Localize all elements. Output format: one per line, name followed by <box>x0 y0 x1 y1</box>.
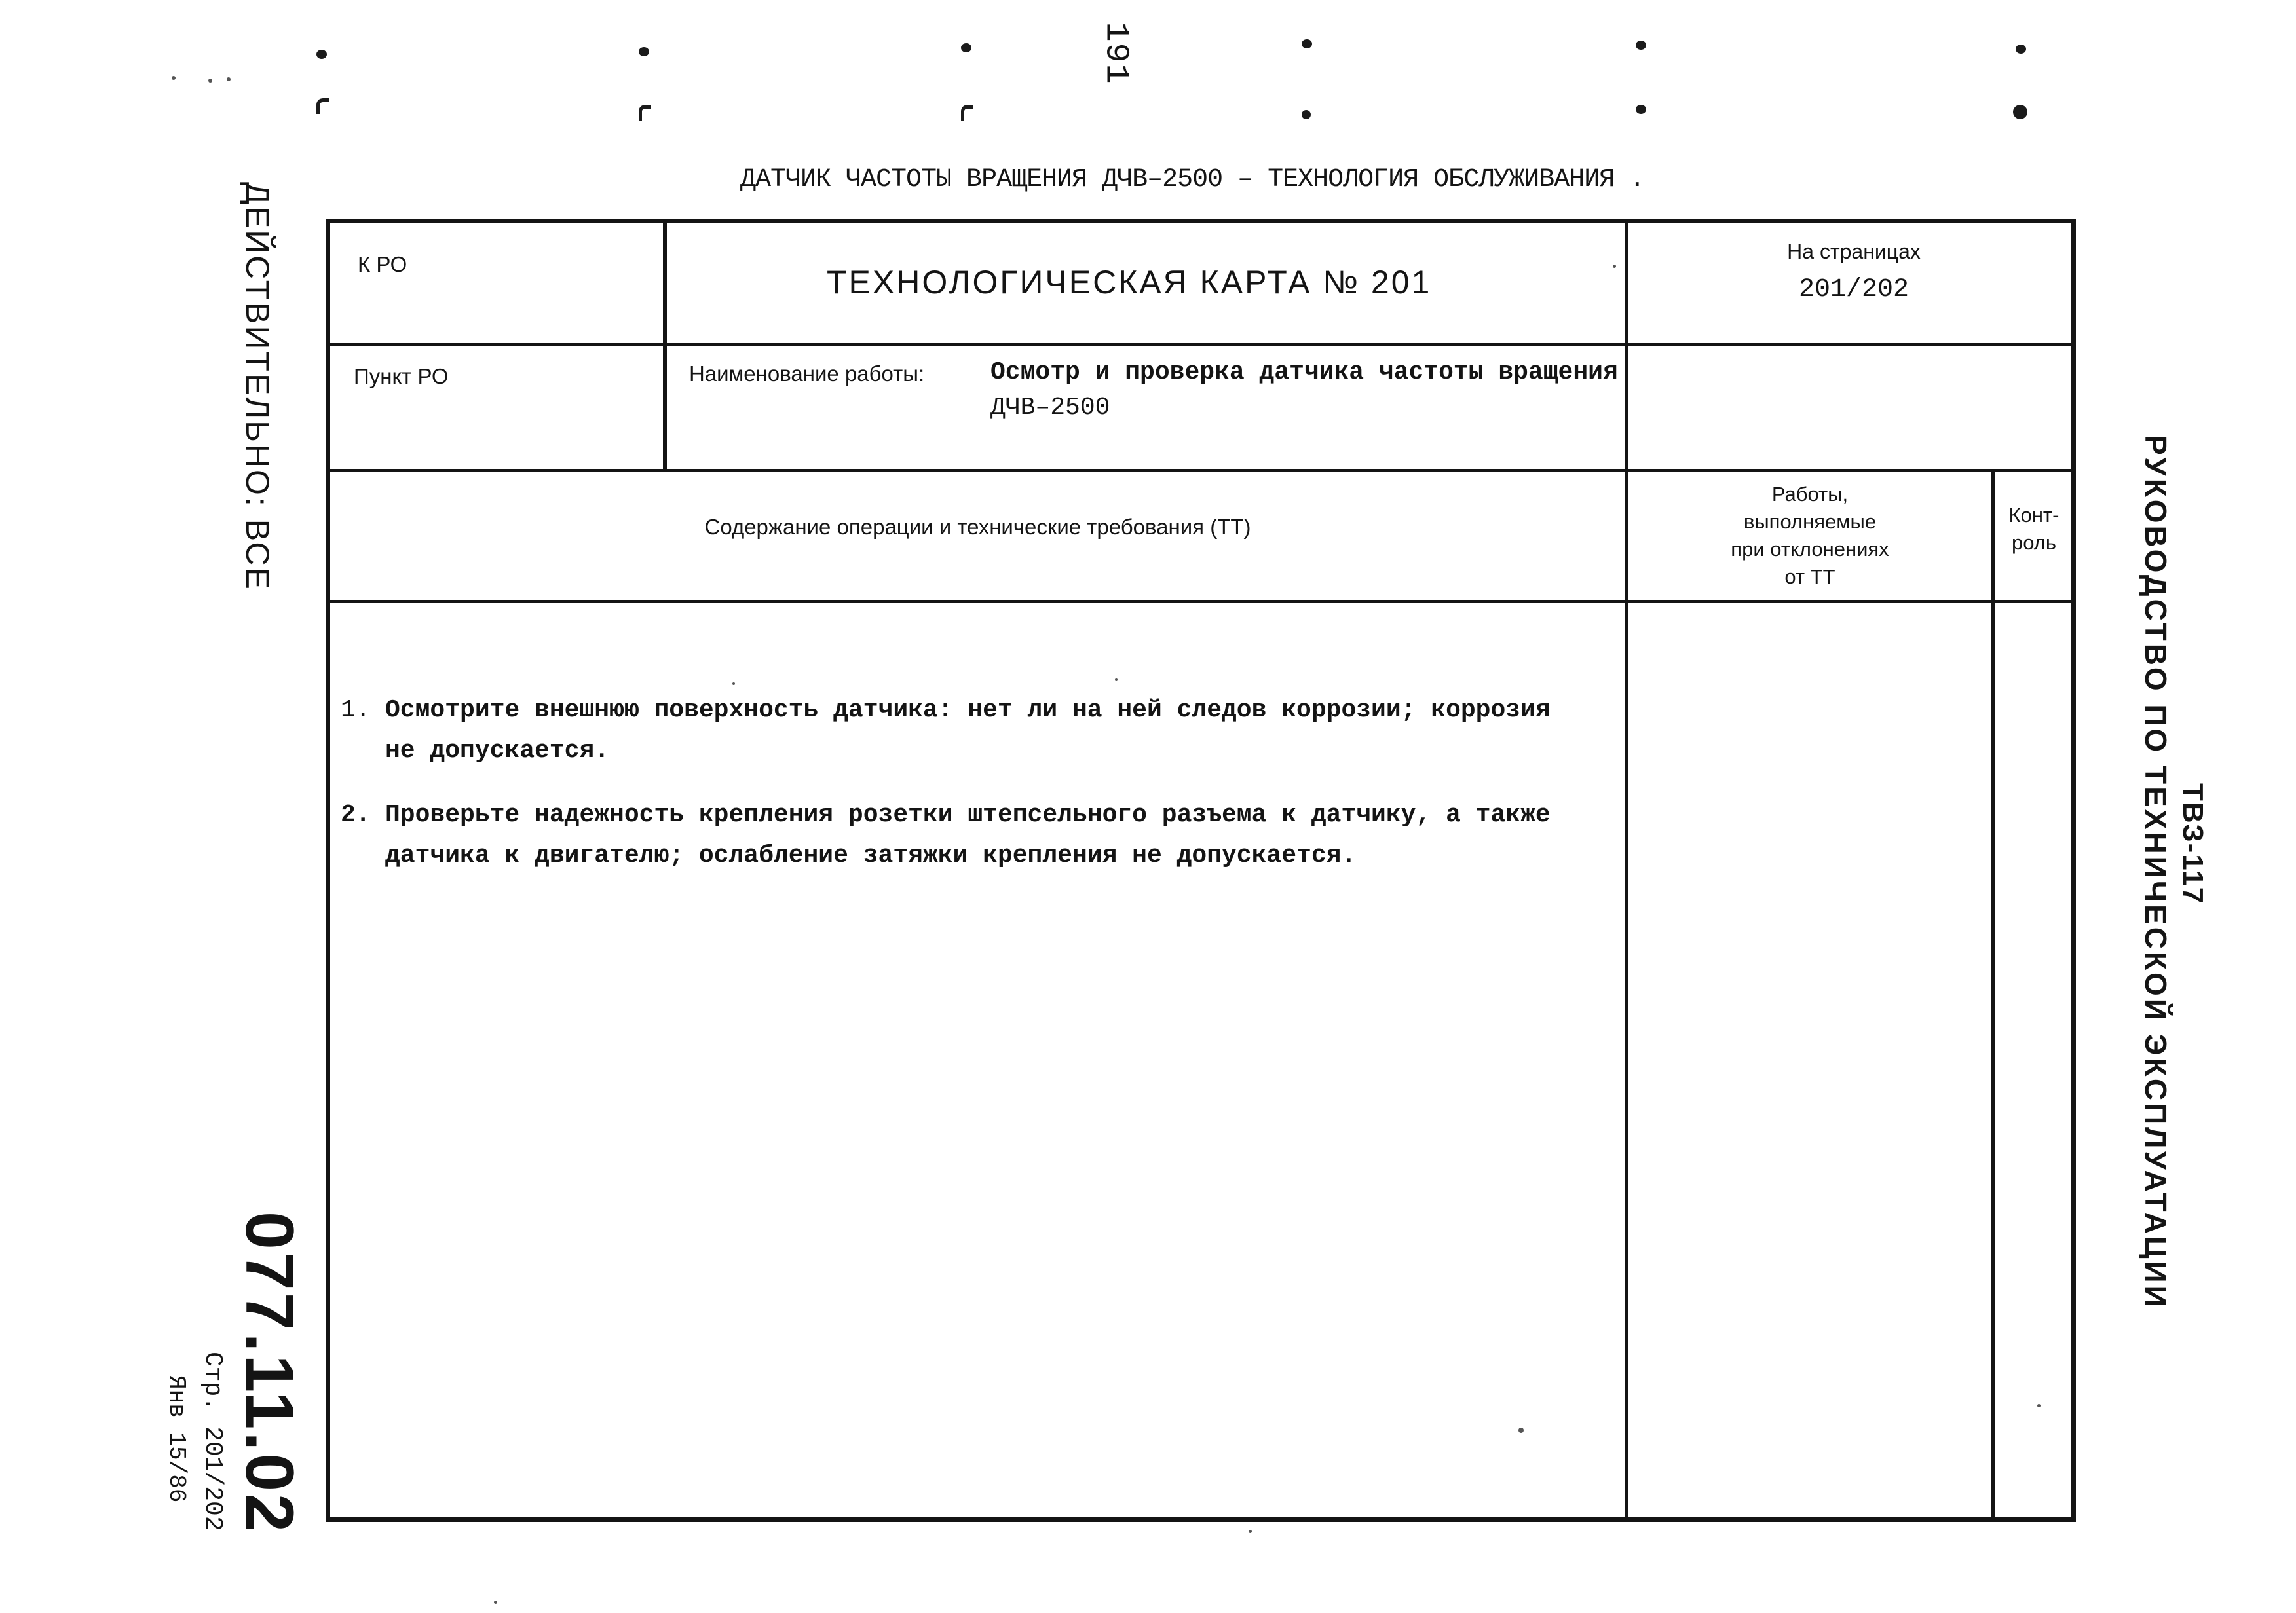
punch-dot <box>1636 41 1646 50</box>
document-code: 077.11.02 <box>231 1212 307 1534</box>
pages-value: 201/202 <box>1798 275 1910 305</box>
card-title: ТЕХНОЛОГИЧЕСКАЯ КАРТА № 201 <box>827 264 1432 301</box>
speck <box>227 77 231 81</box>
work-name-line1: Осмотр и проверка датчика частоты вращения <box>990 358 1618 386</box>
punch-dot <box>639 47 649 56</box>
speck <box>494 1601 497 1604</box>
punch-mark <box>961 105 973 121</box>
column-divider <box>1991 469 1995 1522</box>
speck <box>1115 678 1118 681</box>
punch-dot <box>316 50 327 59</box>
work-name-line2: ДЧВ–2500 <box>990 394 1110 422</box>
speck <box>208 79 212 83</box>
control-column-header-l2: роль <box>2011 531 2057 554</box>
punch-mark <box>639 105 651 121</box>
page-reference: Стр. 201/202 <box>198 1352 227 1531</box>
punch-dot <box>1636 105 1646 114</box>
date-reference: Янв 15/86 <box>163 1375 190 1503</box>
speck <box>1518 1428 1524 1433</box>
operation-number: 1. <box>341 696 371 724</box>
document-title: ДАТЧИК ЧАСТОТЫ ВРАЩЕНИЯ ДЧВ–2500 – ТЕХНОЛОГИЯ ОБСЛУЖИВАНИЯ . <box>740 165 1645 195</box>
punch-dot <box>961 43 971 52</box>
content-column-header: Содержание операции и технические требования (ТТ) <box>704 515 1251 539</box>
punch-dot <box>1302 39 1312 48</box>
speck <box>732 682 735 685</box>
punch-dot <box>1302 110 1311 119</box>
speck <box>1613 265 1616 268</box>
page-number: 191 <box>1097 22 1135 85</box>
deviation-column-header-l2: выполняемые <box>1743 510 1877 533</box>
column-divider <box>663 219 667 472</box>
operation-line: датчика к двигателю; ослабление затяжки крепления не допускается. <box>385 842 1357 870</box>
control-column-header-l1: Конт- <box>2008 504 2060 527</box>
row-divider <box>326 343 2076 346</box>
deviation-column-header-l1: Работы, <box>1771 483 1849 506</box>
deviation-column-header-l3: при отклонениях <box>1731 538 1889 561</box>
speck <box>1249 1530 1252 1533</box>
operation-number: 2. <box>341 801 371 829</box>
operation-line: не допускается. <box>385 737 610 765</box>
operation-line: Осмотрите внешнюю поверхность датчика: нет ли на ней следов коррозии; коррозия <box>385 696 1551 724</box>
punch-dot <box>2013 105 2027 119</box>
operation-line: Проверьте надежность крепления розетки штепсельного разъема к датчику, а также <box>385 801 1551 829</box>
pages-label: На страницах <box>1787 240 1921 263</box>
punch-mark <box>316 98 329 114</box>
validity-note: ДЕЙСТВИТЕЛЬНО: ВСЕ <box>239 182 276 591</box>
column-divider <box>1625 219 1628 1522</box>
manual-title: РУКОВОДСТВО ПО ТЕХНИЧЕСКОЙ ЭКСПЛУАТАЦИИ <box>2139 435 2173 1310</box>
punch-dot <box>2016 45 2026 54</box>
work-name-label: Наименование работы: <box>689 362 925 386</box>
punkt-ro-label: Пункт РО <box>354 364 449 388</box>
row-divider <box>326 469 2076 472</box>
deviation-column-header-l4: от ТТ <box>1784 565 1835 588</box>
speck <box>172 76 176 80</box>
aircraft-designation: ТВЗ-117 <box>2177 783 2209 905</box>
k-ro-label: К РО <box>358 252 407 276</box>
speck <box>2037 1404 2041 1407</box>
row-divider <box>326 600 2076 603</box>
